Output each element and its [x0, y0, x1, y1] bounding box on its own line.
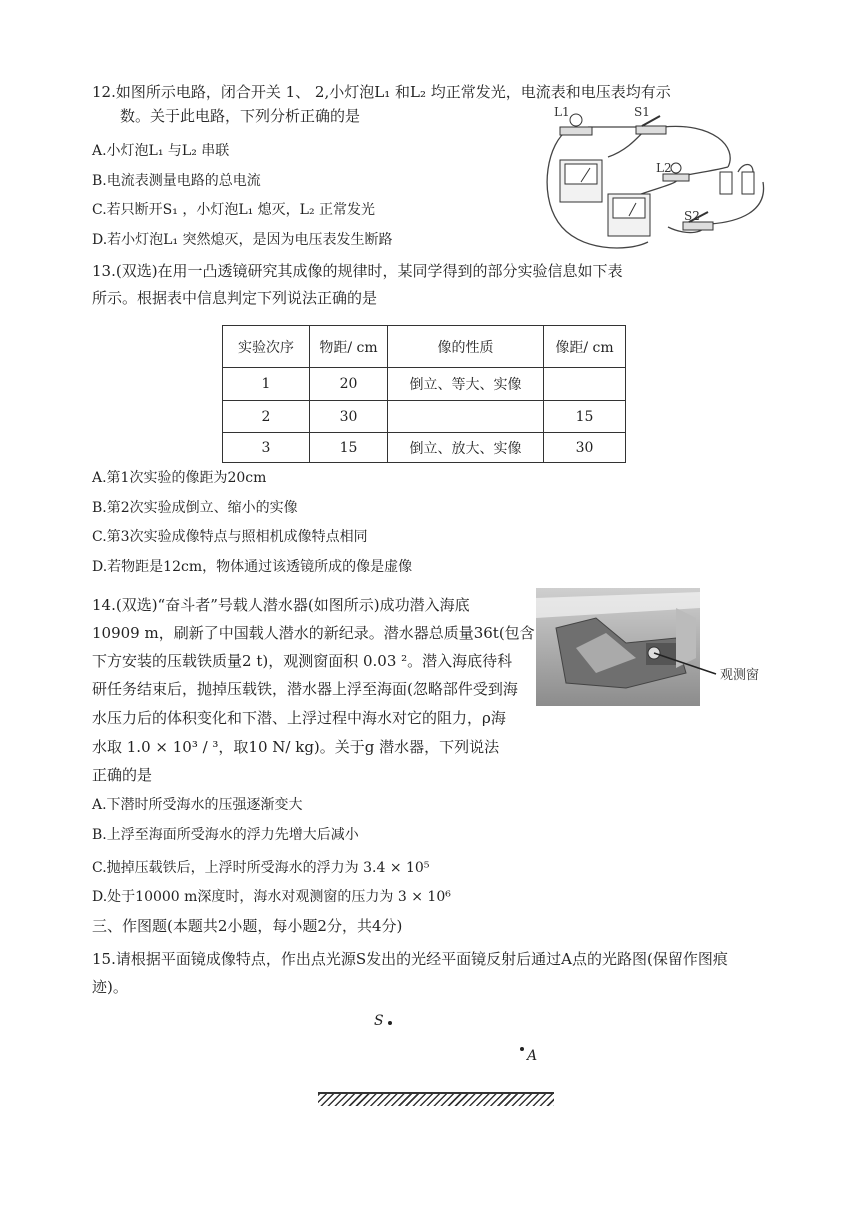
q14-option-b: B.上浮至海面所受海水的浮力先增大后减小 [92, 827, 359, 843]
table-row [223, 433, 626, 463]
q12-option-c: C.若只断开S₁ ，小灯泡L₁ 熄灭，L₂ 正常发光 [92, 202, 376, 218]
q13-option-d: D.若物距是12cm，物体通过该透镜所成的像是虚像 [92, 559, 413, 575]
q14-stem-line: 研任务结束后，抛掉压载铁，潜水器上浮至海面(忽略部件受到海 [92, 680, 518, 698]
q13-option-c: C.第3次实验成像特点与照相机成像特点相同 [92, 529, 368, 545]
label-s2: S2 [684, 209, 700, 223]
q12-stem-line1: 12.如图所示电路，闭合开关 1、 2,小灯泡L₁ 和L₂ 均正常发光，电流表和电压表均有示 [92, 83, 671, 101]
table-row [223, 368, 626, 401]
table-cell: 30 [544, 433, 626, 463]
q14-stem-line: 水压力后的体积变化和下潜、上浮过程中海水对它的阻力，ρ海 [92, 709, 506, 727]
q13-option-a: A.第1次实验的像距为20cm [92, 470, 267, 486]
q12-stem-line2: 数。关于此电路，下列分析正确的是 [120, 107, 361, 125]
submersible-photo [536, 588, 776, 706]
table-header: 像距/ cm [544, 326, 626, 368]
q12-option-b: B.电流表测量电路的总电流 [92, 173, 261, 189]
photo-label-observation-window: 观测窗 [720, 668, 760, 683]
q14-stem-line: 水取 1.0 × 10³ / ³，取10 N/ kg)。关于g 潜水器，下列说法 [92, 738, 500, 756]
table-cell: 倒立、等大、实像 [388, 368, 544, 401]
q14-stem-line: 正确的是 [92, 766, 153, 784]
q13-stem-line1: 13.(双选)在用一凸透镜研究其成像的规律时，某同学得到的部分实验信息如下表 [92, 262, 623, 280]
table-header: 实验次序 [223, 326, 310, 368]
table-cell: 15 [310, 433, 388, 463]
table-cell: 30 [310, 401, 388, 433]
label-point-s: S [374, 1013, 384, 1029]
label-s1: S1 [634, 105, 650, 119]
q14-stem-line: 14.(双选)“奋斗者”号载人潜水器(如图所示)成功潜入海底 [92, 596, 470, 614]
voltmeter [608, 194, 650, 236]
table-cell: 1 [223, 368, 310, 401]
label-point-a: A [527, 1048, 538, 1064]
q14-stem-line: 下方安装的压载铁质量2 t)，观测窗面积 0.03 ²。潜入海底待科 [92, 652, 513, 670]
point-a-dot [520, 1047, 524, 1051]
experiment-table [222, 325, 626, 463]
section-title: 三、作图题(本题共2小题，每小题2分，共4分) [92, 917, 403, 935]
table-cell: 2 [223, 401, 310, 433]
label-l1: L1 [554, 105, 570, 119]
q14-option-d: D.处于10000 m深度时，海水对观测窗的压力为 3 × 10⁶ [92, 889, 451, 905]
table-cell [388, 401, 544, 433]
table-cell [544, 368, 626, 401]
battery [720, 172, 754, 194]
q12-option-a: A.小灯泡L₁ 与L₂ 串联 [92, 143, 230, 159]
table-cell: 3 [223, 433, 310, 463]
q14-stem-line: 10909 m，刷新了中国载人潜水的新纪录。潜水器总质量36t(包含 [92, 624, 535, 642]
ammeter [560, 160, 602, 202]
table-header: 物距/ cm [310, 326, 388, 368]
table-cell: 倒立、放大、实像 [388, 433, 544, 463]
circuit-diagram [538, 102, 778, 262]
q12-option-d: D.若小灯泡L₁ 突然熄灭，是因为电压表发生断路 [92, 232, 393, 248]
q13-stem-line2: 所示。根据表中信息判定下列说法正确的是 [92, 289, 378, 307]
q15-stem-line2: 迹)。 [92, 978, 128, 996]
q15-stem-line1: 15.请根据平面镜成像特点，作出点光源S发出的光经平面镜反射后通过A点的光路图(保留作图痕 [92, 950, 728, 968]
q13-option-b: B.第2次实验成倒立、缩小的实像 [92, 500, 298, 516]
q14-option-c: C.抛掉压载铁后，上浮时所受海水的浮力为 3.4 × 10⁵ [92, 860, 430, 876]
table-cell: 20 [310, 368, 388, 401]
table-cell: 15 [544, 401, 626, 433]
q14-option-a: A.下潜时所受海水的压强逐渐变大 [92, 797, 303, 813]
plane-mirror [318, 1092, 554, 1106]
label-l2: L2 [656, 161, 672, 175]
table-header: 像的性质 [388, 326, 544, 368]
point-s-dot [388, 1021, 392, 1025]
table-row [223, 401, 626, 433]
